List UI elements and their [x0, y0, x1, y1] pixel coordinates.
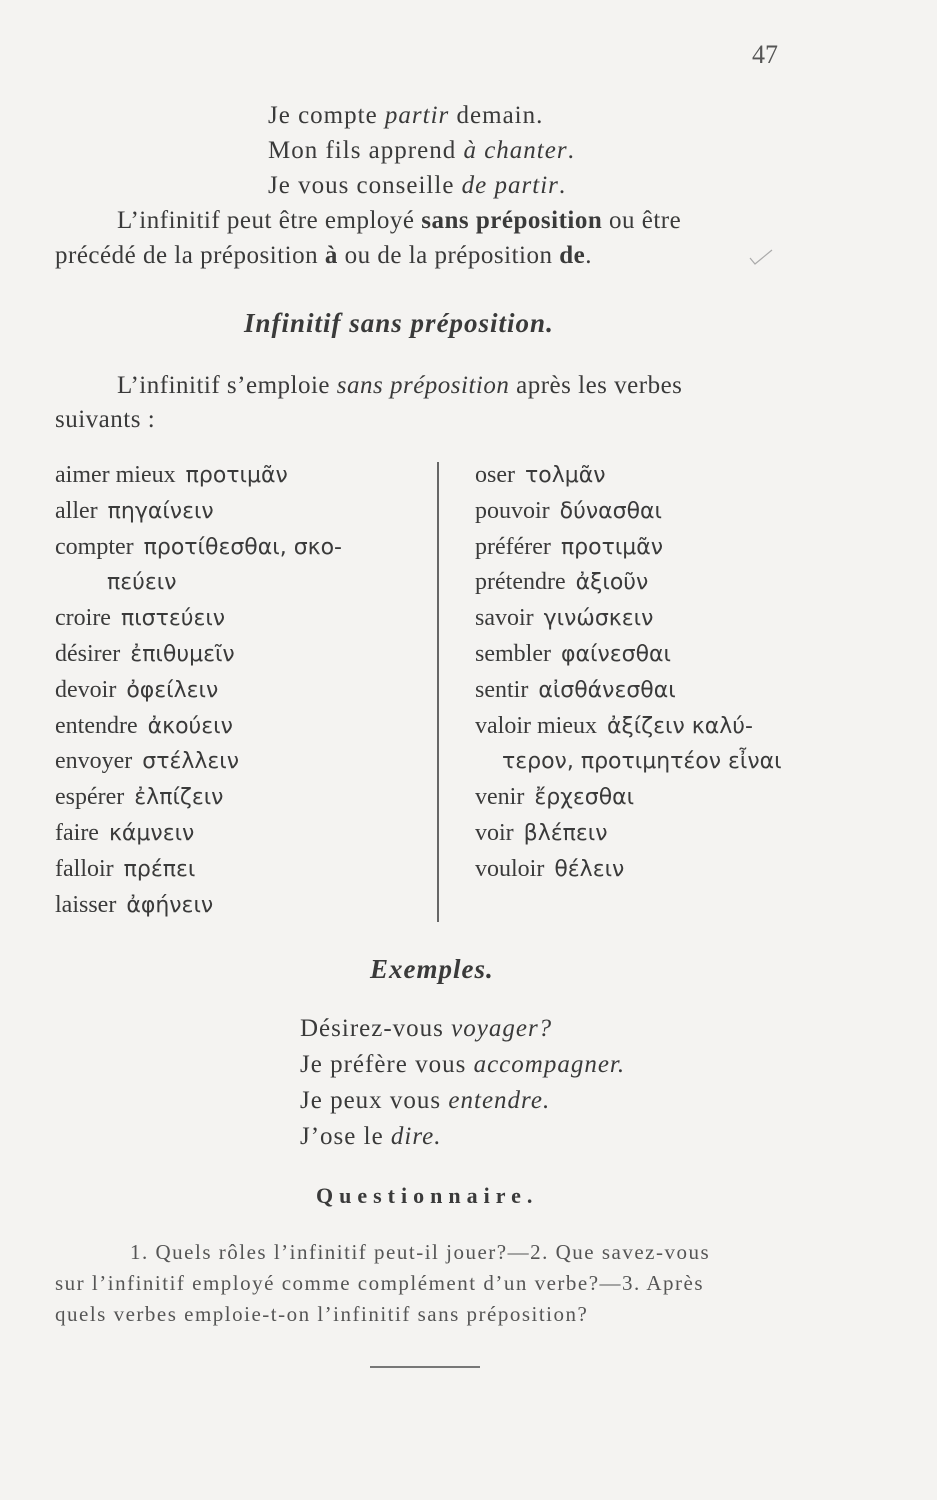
verb-entry: devoir ὀφείλειν	[55, 676, 219, 703]
verb-entry: pouvoir δύνασθαι	[475, 497, 663, 524]
verb-entry-continuation: τερον, προτιμητέον εἶναι	[502, 749, 782, 775]
example-sentence-1: Je compte partir demain.	[268, 102, 544, 129]
verb-list-left	[55, 458, 342, 923]
verb-entry: savoir γινώσκειν	[475, 605, 654, 632]
verb-entry: laisser ἀφήνειν	[55, 891, 214, 918]
verb-entry: sembler φαίνεσθαι	[475, 640, 671, 667]
example-sentence-3: Je vous conseille de partir.	[268, 172, 567, 199]
pencil-check-mark	[748, 248, 774, 266]
column-divider	[437, 462, 439, 922]
verb-entry: préférer προτιμᾶν	[475, 533, 664, 560]
verb-entry: aller πηγαίνειν	[55, 497, 214, 524]
verb-entry: prétendre ἀξιοῦν	[475, 569, 649, 596]
questionnaire-heading: Questionnaire.	[316, 1183, 539, 1208]
page-number: 47	[752, 40, 778, 69]
verb-entry: croire πιστεύειν	[55, 605, 226, 632]
verb-entry: désirer ἐπιθυμεῖν	[55, 640, 235, 667]
example-line-3: Je peux vous entendre.	[300, 1087, 551, 1114]
verb-entry-continuation: πεύειν	[107, 570, 177, 596]
verb-list-right	[475, 458, 782, 888]
verb-entry: entendre ἀκούειν	[55, 712, 233, 739]
verb-entry: espérer ἐλπίζειν	[55, 784, 224, 811]
verb-entry: valoir mieux ἀξίζειν καλύ-	[475, 712, 753, 739]
example-sentence-2: Mon fils apprend à chanter.	[268, 137, 575, 164]
example-line-2: Je préfère vous accompagner.	[300, 1051, 626, 1078]
verb-entry: aimer mieux προτιμᾶν	[55, 462, 288, 488]
questionnaire-line-3: quels verbes emploie-t-on l’infinitif sans préposition?	[55, 1302, 589, 1326]
verb-entry: voir βλέπειν	[475, 819, 608, 846]
verb-entry: envoyer στέλλειν	[55, 748, 240, 775]
questionnaire-line-1: 1. Quels rôles l’infinitif peut-il jouer?—2. Que savez-vous	[130, 1240, 711, 1264]
verb-entry: venir ἔρχεσθαι	[475, 784, 635, 811]
verb-entry: oser τολμᾶν	[475, 462, 606, 488]
verb-entry: compter προτίθεσθαι, σκο-	[55, 533, 342, 560]
paragraph-1-line-1: L’infinitif peut être employé sans préposition ou être	[117, 207, 682, 234]
paragraph-2-line-2: suivants :	[55, 406, 156, 433]
section-heading: Infinitif sans préposition.	[244, 308, 554, 338]
verb-entry: sentir αἰσθάνεσθαι	[475, 676, 676, 703]
example-line-1: Désirez-vous voyager?	[300, 1015, 553, 1042]
verb-entry: faire κάμνειν	[55, 819, 195, 846]
examples-heading: Exemples.	[370, 954, 494, 984]
paragraph-2-line-1: L’infinitif s’emploie sans préposition après les verbes	[117, 372, 683, 399]
verb-entry: falloir πρέπει	[55, 855, 196, 882]
example-line-4: J’ose le dire.	[300, 1123, 442, 1150]
end-rule	[370, 1366, 480, 1368]
verb-entry: vouloir θέλειν	[475, 855, 625, 882]
paragraph-1-line-2: précédé de la préposition à ou de la préposition de.	[55, 242, 592, 269]
questionnaire-line-2: sur l’infinitif employé comme complément d’un verbe?—3. Après	[55, 1271, 705, 1295]
